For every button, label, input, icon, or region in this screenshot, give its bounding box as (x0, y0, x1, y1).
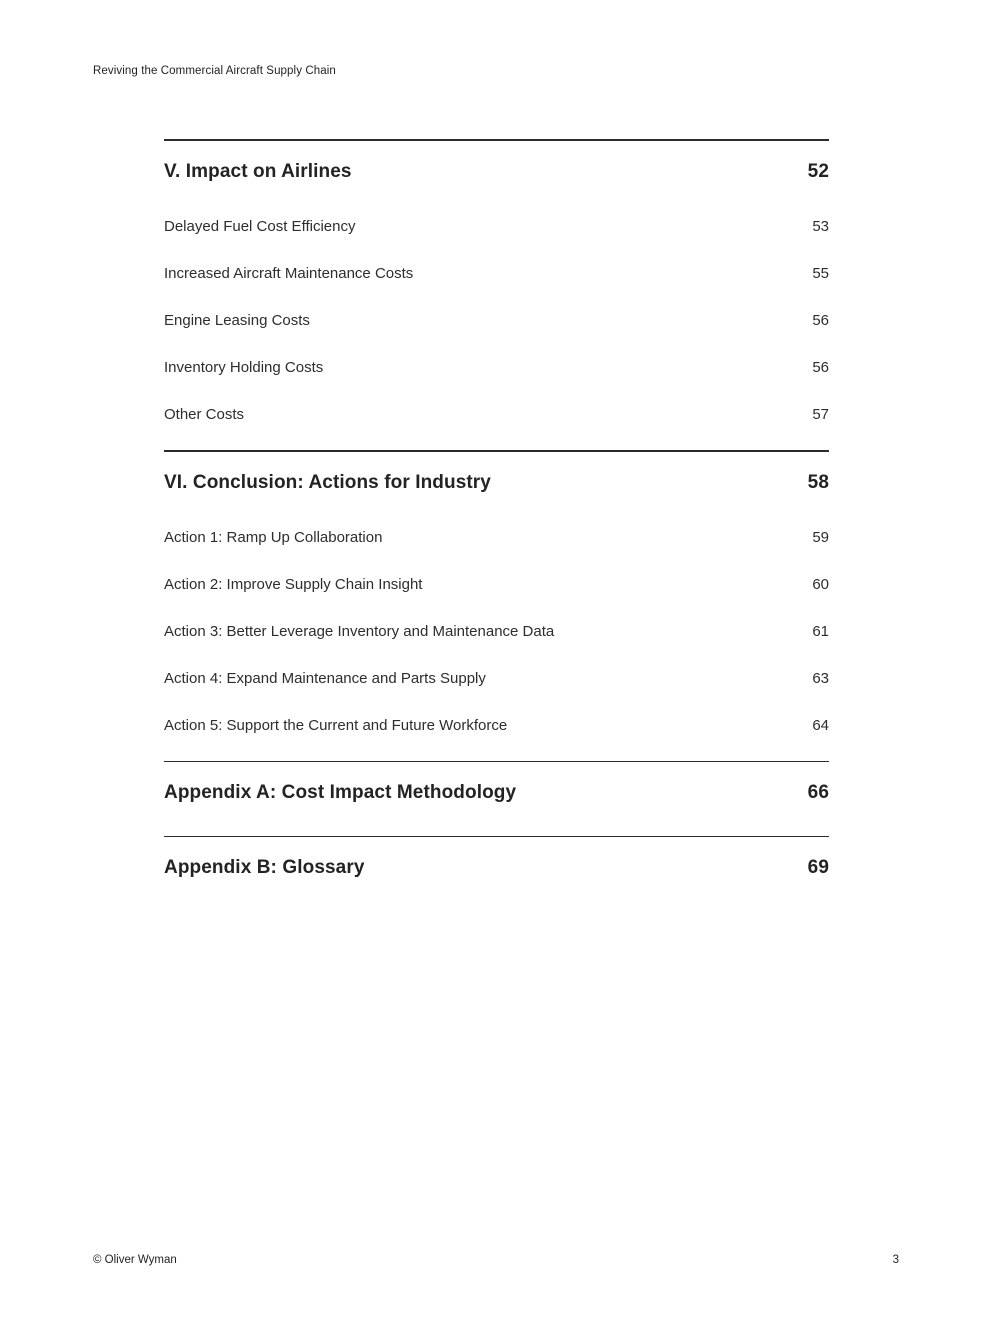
toc-entry-page: 56 (812, 312, 829, 329)
running-header: Reviving the Commercial Aircraft Supply Chain (93, 65, 336, 77)
page-footer (93, 1253, 899, 1267)
toc-section-heading[interactable] (164, 855, 829, 881)
toc-section-page: 69 (807, 857, 829, 878)
toc-entry-label: Action 4: Expand Maintenance and Parts Supply (164, 670, 486, 687)
section-divider (164, 761, 829, 762)
toc-section (164, 139, 829, 450)
toc-entry-page: 55 (812, 265, 829, 282)
toc-entry[interactable] (164, 527, 829, 548)
toc-section-title: VI. Conclusion: Actions for Industry (164, 472, 491, 493)
toc-entry-page: 59 (812, 529, 829, 546)
toc-entry-label: Increased Aircraft Maintenance Costs (164, 265, 414, 282)
section-divider (164, 139, 829, 141)
footer-copyright: © Oliver Wyman (93, 1254, 177, 1266)
toc-entry[interactable] (164, 310, 829, 331)
toc-section-heading[interactable] (164, 470, 829, 496)
toc-entry-page: 56 (812, 359, 829, 376)
toc-entry-page: 53 (812, 218, 829, 235)
section-divider (164, 450, 829, 452)
toc-section-page: 66 (807, 782, 829, 803)
toc-entry[interactable] (164, 574, 829, 595)
toc-entry-label: Action 2: Improve Supply Chain Insight (164, 576, 423, 593)
toc-section-title: Appendix A: Cost Impact Methodology (164, 782, 517, 803)
toc-section-heading[interactable] (164, 780, 829, 806)
footer-page-number: 3 (892, 1254, 899, 1266)
toc-entry-page: 60 (812, 576, 829, 593)
section-divider (164, 836, 829, 837)
toc-section (164, 450, 829, 761)
toc-section-title: V. Impact on Airlines (164, 161, 352, 182)
toc-section (164, 761, 829, 836)
toc-entry[interactable] (164, 357, 829, 378)
toc-section (164, 836, 829, 881)
toc-entry-page: 64 (812, 717, 829, 734)
toc-section-page: 52 (807, 161, 829, 182)
toc-entry-label: Action 5: Support the Current and Future Workforce (164, 717, 508, 734)
toc-section-heading[interactable] (164, 159, 829, 185)
toc-section-title: Appendix B: Glossary (164, 857, 365, 878)
toc-entry-label: Delayed Fuel Cost Efficiency (164, 218, 356, 235)
toc-entry[interactable] (164, 715, 829, 736)
toc-section-page: 58 (807, 472, 829, 493)
toc-entry-page: 63 (812, 670, 829, 687)
toc-entry-label: Other Costs (164, 406, 245, 423)
toc-entry[interactable] (164, 668, 829, 689)
table-of-contents (164, 139, 829, 881)
toc-entry-label: Action 1: Ramp Up Collaboration (164, 529, 383, 546)
toc-entry[interactable] (164, 216, 829, 237)
toc-entry-label: Engine Leasing Costs (164, 312, 310, 329)
toc-entry[interactable] (164, 404, 829, 425)
toc-entry-label: Inventory Holding Costs (164, 359, 324, 376)
toc-entry-page: 61 (812, 623, 829, 640)
toc-entry-label: Action 3: Better Leverage Inventory and Maintenance Data (164, 623, 555, 640)
toc-entry-page: 57 (812, 406, 829, 423)
toc-entry[interactable] (164, 263, 829, 284)
toc-entry[interactable] (164, 621, 829, 642)
